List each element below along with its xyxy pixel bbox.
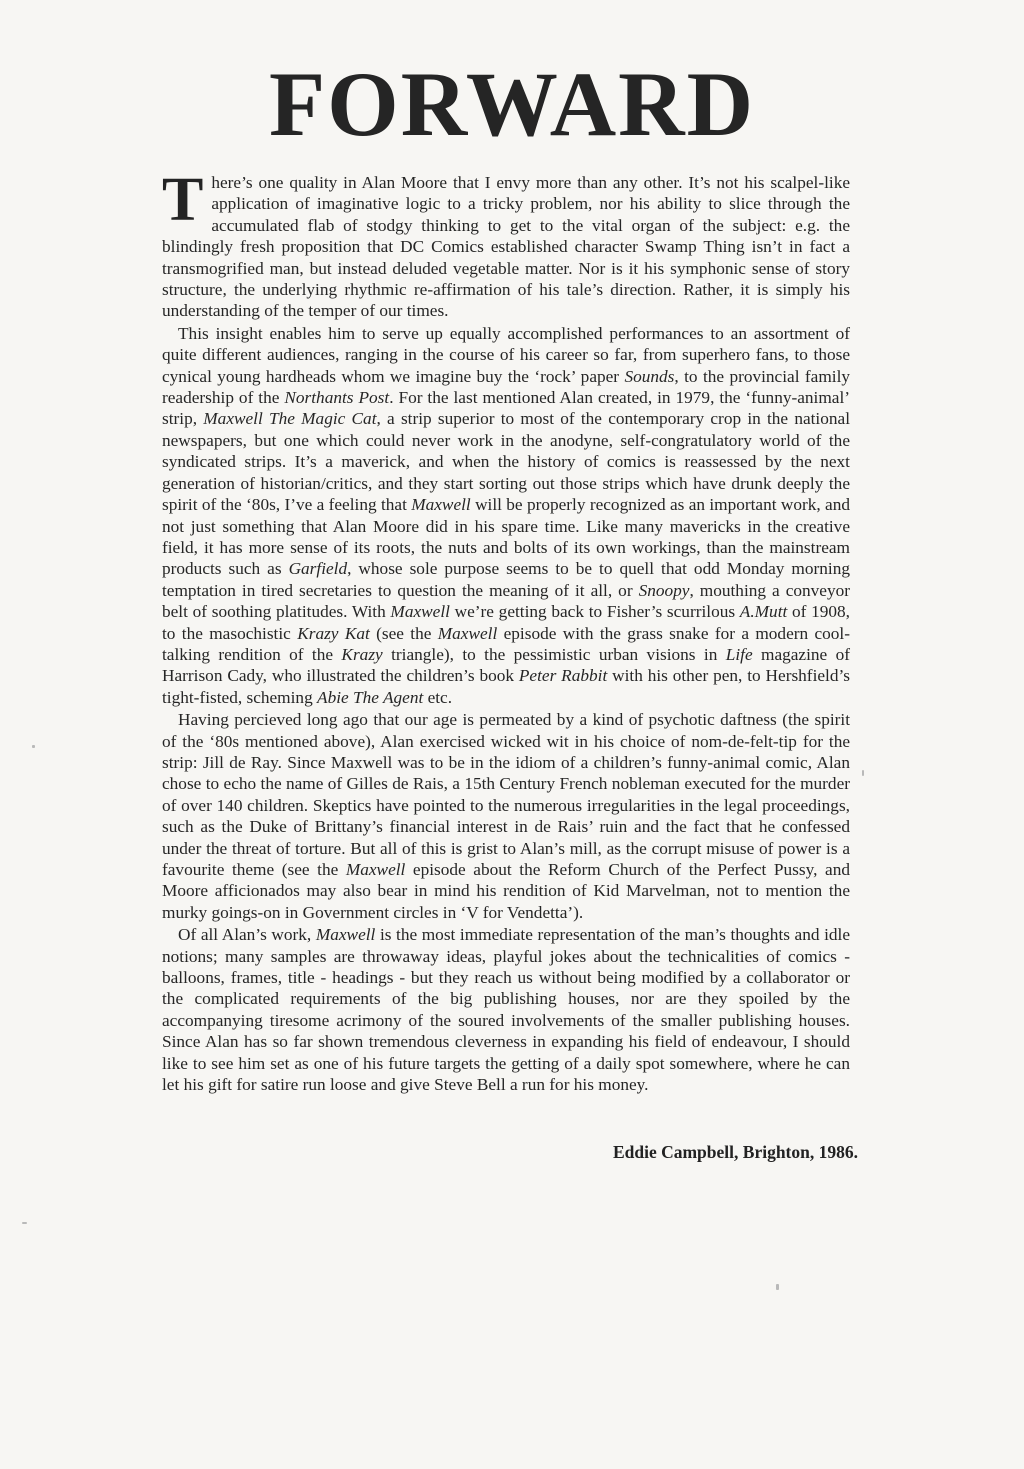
text-run: This insight enables him to serve up equally accomplished performances to an assortment of quite different audiences, ranging in the course of his career so far, from superhero fans, to those cynical young hardheads whom we imagine buy the ‘rock’ paper (162, 323, 850, 386)
text-run: here’s one quality in Alan Moore that I envy more than any other. It’s not his scalpel-like application of imaginative logic to a tricky problem, nor his ability to slice through the accumulated flab of stodgy thinking to get to the vital organ of the subject: e.g. the blindingly fresh proposition that DC Comics established character Swamp Thing isn’t in fact a transmogrified man, but instead deluded vegetable matter. Nor is it his symphonic sense of story structure, the underlying rhythmic re-affirmation of his tale’s direction. Rather, it is simply his understanding of the temper of our times. (162, 173, 850, 321)
italic-title: Maxwell (437, 623, 498, 643)
drop-cap: T (162, 166, 204, 234)
paper-speck (862, 770, 864, 776)
italic-title: Maxwell (315, 925, 376, 945)
paper-speck (776, 1284, 779, 1290)
italic-title: Garfield (288, 559, 348, 579)
text-run: (see the (369, 623, 438, 643)
text-run: , to the provincial family readership of the (162, 366, 851, 408)
italic-title: A.Mutt (739, 602, 788, 622)
text-run: will be properly recognized as an important work, and not just something that Alan Moore did in his spare time. Like many mavericks in the creative field, it has more sense of its roots, the nuts and bolts of its own workings, than the mainstream products such as (162, 495, 851, 579)
italic-title: Sounds (624, 366, 675, 386)
text-run: is the most immediate representation of the man’s thoughts and idle notions; many samples are throwaway ideas, playful jokes about the technicalities of comics - balloons, frames, title - headings - but they reach us without being modified by a collaborator or the complicated requirements of the big publishing houses, nor are they spoiled by the accompanying tiresome acrimony of the soured involvements of the smaller publishing houses. Since Alan has so far shown tremendous cleverness in expanding his field of endeavour, I should like to see him set as one of his future targets the getting of a daily spot somewhere, where he can let his gift for satire run loose and give Steve Bell a run for his money. (162, 925, 850, 1095)
paper-speck (22, 1222, 27, 1224)
paragraph (162, 323, 850, 708)
italic-title: Maxwell The Magic Cat (203, 409, 377, 429)
text-run: Having percieved long ago that our age is permeated by a kind of psychotic daftness (the spirit of the ‘80s mentioned above), Alan exercised wicked wit in his choice of nom-de-felt-tip for the strip: Jill de Ray. Since Maxwell was to be in the idiom of a children’s funny-animal comic, Alan chose to echo the name of Gilles de Rais, a 15th Century French nobleman executed for the murder of over 140 children. Skeptics have pointed to the numerous irregularities in the legal proceedings, such as the Duke of Brittany’s financial interest in de Rais’ ruin and the fact that he confessed under the threat of torture. But all of this is grist to Alan’s mill, as the corrupt misuse of power is a favourite theme (see the (162, 710, 850, 879)
author-signature: Eddie Campbell, Brighton, 1986. (612, 1142, 858, 1162)
text-run: , whose sole purpose seems to be to quell that odd Monday morning temptation in tired secretaries to question the meaning of it all, or (162, 559, 850, 600)
text-run: . For the last mentioned Alan created, in 1979, the ‘funny-animal’ strip, (162, 388, 851, 429)
text-run: episode with the grass snake for a modern cool-talking rendition of the (162, 623, 850, 664)
italic-title: Krazy (341, 644, 383, 664)
italic-title: Krazy Kat (297, 623, 370, 643)
paragraph (162, 924, 850, 1095)
italic-title: Maxwell (390, 602, 450, 622)
text-run: magazine of Harrison Cady, who illustrated the children’s book (162, 644, 850, 686)
text-run: triangle), to the pessimistic urban visions in (382, 644, 726, 664)
italic-title: Abie The Agent (317, 687, 424, 707)
page-title: FORWARD (268, 53, 756, 155)
text-run: episode about the Reform Church of the Perfect Pussy, and Moore afficionados may also bear in mind his rendition of Kid Marvelman, not to mention the murky goings-on in Government circles in ‘V for Vendetta’). (162, 860, 850, 922)
text-run: Of all Alan’s work, (178, 925, 316, 945)
italic-title: Life (725, 644, 753, 664)
italic-title: Maxwell (345, 860, 406, 879)
italic-title: Northants Post (284, 388, 390, 408)
paragraph (162, 166, 850, 322)
italic-title: Maxwell (411, 495, 471, 515)
text-run: of 1908, to the masochistic (162, 602, 850, 643)
italic-title: Peter Rabbit (518, 666, 608, 686)
text-run: etc. (423, 687, 453, 707)
text-run: , a strip superior to most of the contemporary crop in the national newspapers, but one which could never work in the anodyne, self-congratulatory world of the syndicated strips. It’s a maverick, and when the history of comics is reassessed by the next generation of historian/critics, and they start sorting out those strips which have drunk deeply the spirit of the ‘80s, I’ve a feeling that (162, 409, 850, 515)
text-run: we’re getting back to Fisher’s scurrilous (449, 602, 740, 622)
text-run: , mouthing a conveyor belt of soothing platitudes. With (162, 580, 850, 622)
paragraph (162, 709, 850, 923)
paper-speck (32, 745, 35, 748)
text-run: with his other pen, to Hershfield’s tight-fisted, scheming (162, 666, 851, 707)
italic-title: Snoopy (638, 580, 690, 600)
article-body (162, 166, 851, 1096)
